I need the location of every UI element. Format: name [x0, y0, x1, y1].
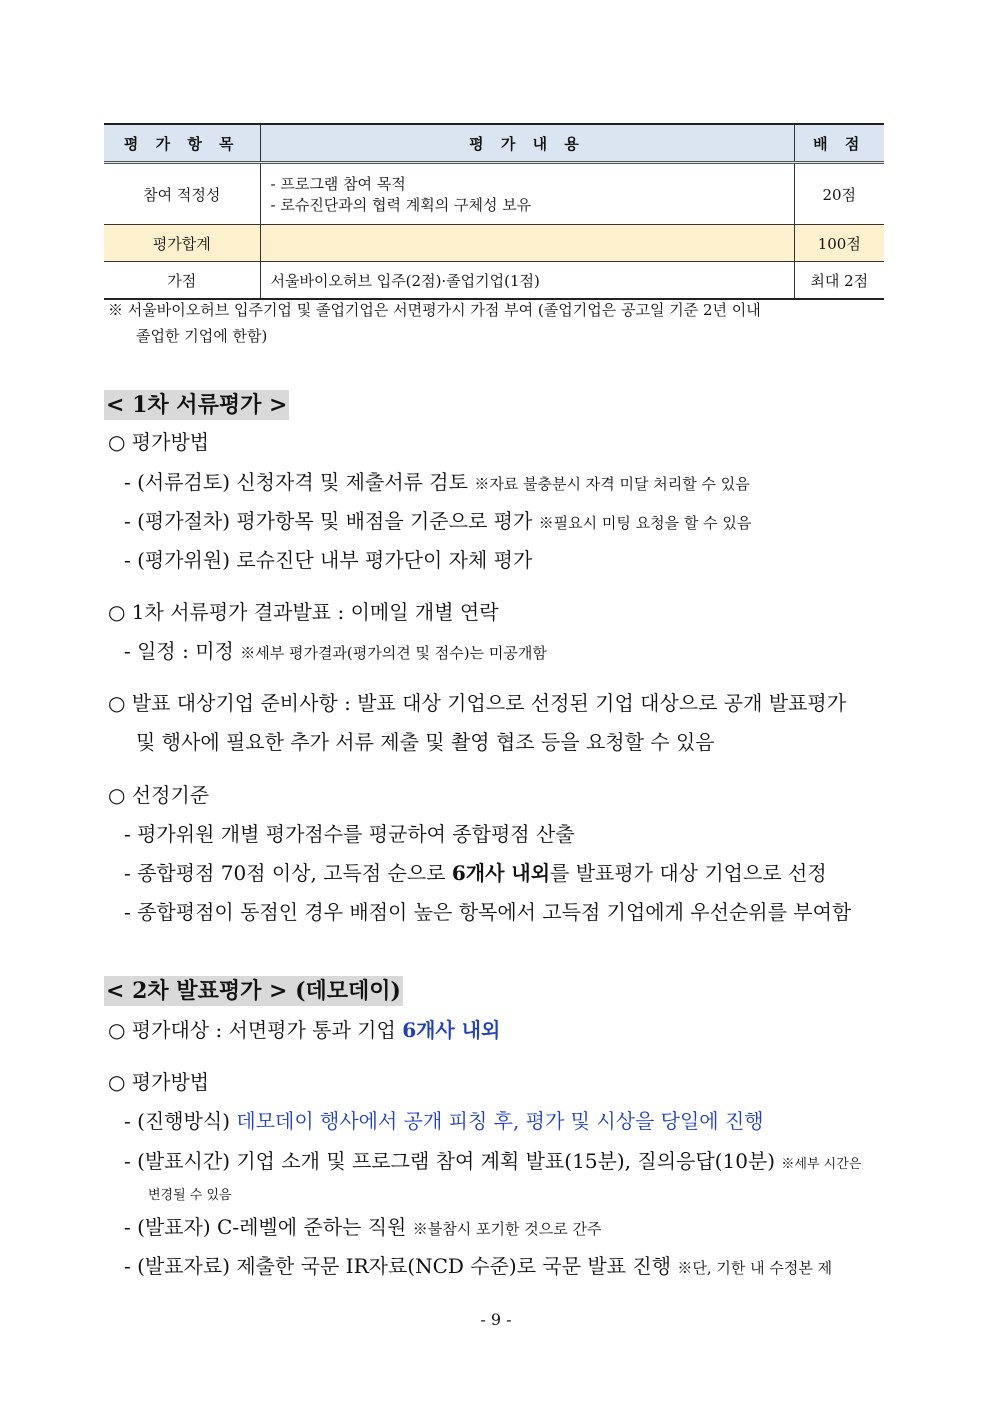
- schedule-note: ※세부 평가결과(평가의견 및 점수)는 미공개함: [240, 644, 547, 662]
- method-note-continued: 변경될 수 있음: [148, 1188, 232, 1203]
- cell-score: 100점: [794, 225, 884, 262]
- cell-content: 서울바이오허브 입주(2점)·졸업기업(1점): [260, 262, 794, 300]
- method-note: ※세부 시간은: [781, 1157, 862, 1172]
- table-row: [104, 163, 884, 225]
- evaluation-table: [104, 123, 884, 300]
- page-number: - 9 -: [480, 1310, 512, 1329]
- criteria-heading: ○ 선정기준: [108, 783, 210, 807]
- method-heading: ○ 평가방법: [108, 1070, 210, 1094]
- cell-item: 평가합계: [104, 225, 260, 262]
- cell-content: [260, 225, 794, 262]
- cell-score: 최대 2점: [794, 262, 884, 300]
- prep-continued: 및 행사에 필요한 추가 서류 제출 및 촬영 협조 등을 요청할 수 있음: [136, 730, 715, 754]
- method-item: - (평가위원) 로슈진단 내부 평가단이 자체 평가: [124, 548, 533, 572]
- method-item: - (서류검토) 신청자격 및 제출서류 검토 ※자료 불충분시 자격 미달 처리할 수 있음: [124, 470, 750, 494]
- table-row-bonus: [104, 262, 884, 300]
- criteria-item: - 평가위원 개별 평가점수를 평균하여 종합평점 산출: [124, 822, 575, 846]
- highlight-count: 6개사 내외: [451, 861, 551, 885]
- section-1-title: < 1차 서류평가 >: [106, 392, 288, 418]
- content-line: - 로슈진단과의 협력 계획의 구체성 보유: [270, 196, 532, 214]
- method-heading: ○ 평가방법: [108, 430, 210, 454]
- method-item: - (평가절차) 평가항목 및 배점을 기준으로 평가 ※필요시 미팅 요청을 할 수 있음: [124, 509, 752, 533]
- table-row-total: [104, 225, 884, 262]
- method-note: ※불참시 포기한 것으로 간주: [412, 1220, 602, 1238]
- header-item: 평 가 항 목: [104, 124, 260, 163]
- prep-heading: ○ 발표 대상기업 준비사항 : 발표 대상 기업으로 선정된 기업 대상으로 공개 발표평가: [108, 691, 847, 715]
- cell-content: [260, 163, 794, 225]
- section-2-title: < 2차 발표평가 > (데모데이): [106, 978, 401, 1004]
- method-item: - (발표시간) 기업 소개 및 프로그램 참여 계획 발표(15분), 질의응답(10분) ※세부 시간은: [124, 1149, 862, 1173]
- header-content: 평 가 내 용: [260, 124, 794, 163]
- content-line: - 프로그램 참여 목적: [270, 175, 406, 193]
- target-heading: ○ 평가대상 : 서면평가 통과 기업 6개사 내외: [108, 1018, 501, 1042]
- table-note: [108, 297, 898, 349]
- method-note: ※자료 불충분시 자격 미달 처리할 수 있음: [474, 475, 750, 493]
- method-note: ※필요시 미팅 요청을 할 수 있음: [538, 514, 752, 532]
- table-header-row: [104, 124, 884, 163]
- method-highlight: 데모데이 행사에서 공개 피칭 후, 평가 및 시상을 당일에 진행: [236, 1109, 764, 1133]
- cell-score: 20점: [794, 163, 884, 225]
- note-line: ※ 서울바이오허브 입주기업 및 졸업기업은 서면평가시 가점 부여 (졸업기업은 공고일 기준 2년 이내: [108, 301, 761, 319]
- note-line: 졸업한 기업에 한함): [136, 327, 268, 345]
- header-score: 배 점: [794, 124, 884, 163]
- method-note: ※단, 기한 내 수정본 제: [677, 1259, 833, 1277]
- target-count: 6개사 내외: [402, 1018, 501, 1042]
- method-item: - (발표자) C-레벨에 준하는 직원 ※불참시 포기한 것으로 간주: [124, 1215, 602, 1239]
- cell-item: 가점: [104, 262, 260, 300]
- result-heading: ○ 1차 서류평가 결과발표 : 이메일 개별 연락: [108, 600, 499, 624]
- schedule-item: - 일정 : 미정 ※세부 평가결과(평가의견 및 점수)는 미공개함: [124, 639, 547, 663]
- criteria-item: - 종합평점이 동점인 경우 배점이 높은 항목에서 고득점 기업에게 우선순위를 부여함: [124, 900, 852, 924]
- criteria-item: - 종합평점 70점 이상, 고득점 순으로 6개사 내외를 발표평가 대상 기업으로 선정: [124, 861, 827, 885]
- method-item: - (진행방식) 데모데이 행사에서 공개 피칭 후, 평가 및 시상을 당일에 진행: [124, 1109, 764, 1133]
- cell-item: 참여 적정성: [104, 163, 260, 225]
- method-item: - (발표자료) 제출한 국문 IR자료(NCD 수준)로 국문 발표 진행 ※단, 기한 내 수정본 제: [124, 1254, 833, 1278]
